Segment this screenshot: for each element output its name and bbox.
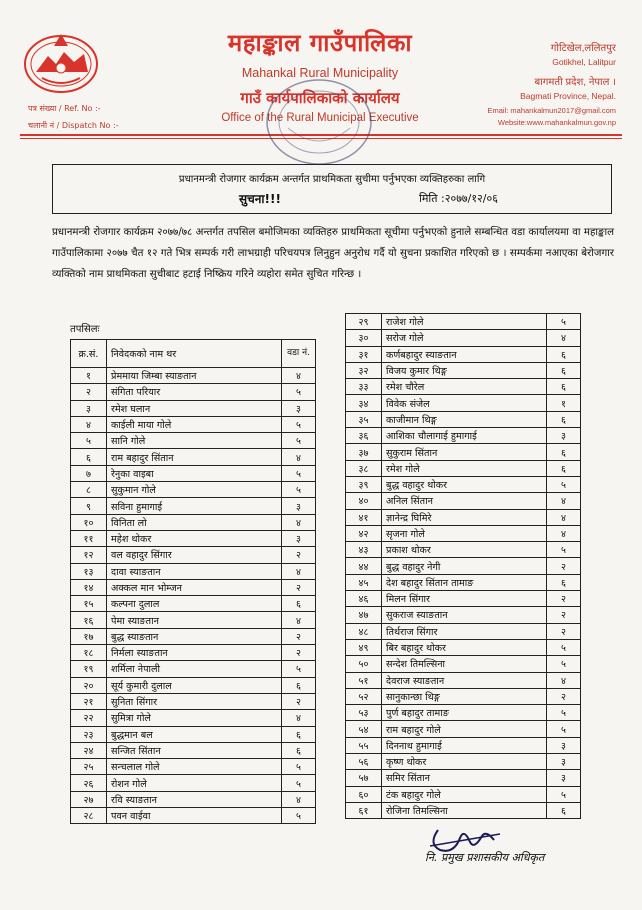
ward-cell: ४ (547, 509, 581, 525)
name-cell: रोशन गोले (107, 775, 282, 791)
table-row (71, 433, 316, 449)
name-cell: रमेश गोले (382, 460, 547, 476)
serial-cell: ३२ (346, 362, 382, 378)
table-row (346, 721, 581, 737)
serial-cell: ७ (71, 465, 107, 481)
table-row (346, 607, 581, 623)
table-row (71, 677, 316, 693)
name-cell: बुद्ध स्याङतान (107, 628, 282, 644)
serial-cell: २२ (71, 710, 107, 726)
name-cell: रेनुका वाइबा (107, 465, 282, 481)
serial-cell: ६१ (346, 802, 382, 818)
name-cell: सूर्य कुमारी दुलाल (107, 677, 282, 693)
name-cell: कृष्ण थोकर (382, 754, 547, 770)
table-row (71, 791, 316, 807)
table-row (346, 656, 581, 672)
name-cell: सन्देश तिमल्सिना (382, 656, 547, 672)
table-row (346, 476, 581, 492)
table-row (71, 775, 316, 791)
ward-cell: ४ (282, 791, 316, 807)
name-cell: बुद्ध वहादुर नेगी (382, 558, 547, 574)
serial-cell: ६० (346, 786, 382, 802)
serial-cell: २ (71, 384, 107, 400)
ward-cell: ५ (282, 465, 316, 481)
table-row (71, 710, 316, 726)
table-row (346, 314, 581, 330)
table-row (71, 612, 316, 628)
ward-cell: ४ (547, 525, 581, 541)
serial-cell: १६ (71, 612, 107, 628)
table-row (346, 444, 581, 460)
name-cell: राम बहादुर गोले (382, 721, 547, 737)
table-row (71, 514, 316, 530)
serial-cell: ३८ (346, 460, 382, 476)
applicant-table-left (70, 339, 316, 824)
serial-cell: १८ (71, 645, 107, 661)
website-text: Website:www.mahankalmun.gov.np (497, 118, 616, 127)
name-cell: विनिता लो (107, 514, 282, 530)
table-row (71, 482, 316, 498)
ward-cell: ६ (547, 379, 581, 395)
table-row (346, 460, 581, 476)
table-row (346, 754, 581, 770)
column-header-serial: क्र.सं. (71, 340, 107, 368)
name-cell: पवन वाईवा (107, 808, 282, 824)
name-cell: बिर बहादुर थोकर (382, 639, 547, 655)
serial-cell: ८ (71, 482, 107, 498)
serial-cell: ३ (71, 400, 107, 416)
table-row (346, 705, 581, 721)
serial-cell: २९ (346, 314, 382, 330)
name-cell: रवि स्याङतान (107, 791, 282, 807)
ward-cell: ४ (282, 563, 316, 579)
serial-cell: २८ (71, 808, 107, 824)
name-cell: सरोज गोले (382, 330, 547, 346)
serial-cell: २३ (71, 726, 107, 742)
serial-cell: १३ (71, 563, 107, 579)
ward-cell: ५ (547, 705, 581, 721)
serial-cell: १० (71, 514, 107, 530)
serial-cell: ९ (71, 498, 107, 514)
province-nepali: बागमती प्रदेश, नेपाल । (534, 77, 616, 88)
serial-cell: ४० (346, 493, 382, 509)
serial-cell: ५२ (346, 688, 382, 704)
ward-cell: ५ (547, 314, 581, 330)
name-cell: सानुकान्छा थिङ्ग (382, 688, 547, 704)
column-header-name: निवेदकको नाम थर (107, 340, 282, 368)
name-cell: बुद्ध वहादुर थोकर (382, 476, 547, 492)
name-cell: पेमा स्याङतान (107, 612, 282, 628)
serial-cell: ३७ (346, 444, 382, 460)
name-cell: रोजिना तिमल्सिना (382, 802, 547, 818)
table-row (71, 759, 316, 775)
table-row (346, 379, 581, 395)
table-row (346, 346, 581, 362)
serial-cell: ५३ (346, 705, 382, 721)
table-row (346, 623, 581, 639)
name-cell: सानि गोले (107, 433, 282, 449)
serial-cell: २६ (71, 775, 107, 791)
name-cell: दिननाथ हुमागाई (382, 737, 547, 753)
table-header-row (71, 340, 316, 368)
name-cell: मिलन सिंगार (382, 591, 547, 607)
table-row (71, 628, 316, 644)
serial-cell: ३५ (346, 411, 382, 427)
name-cell: देश बहादुर सिंतान तामाङ (382, 574, 547, 590)
name-cell: सन्चलाल गोले (107, 759, 282, 775)
ward-cell: ३ (547, 754, 581, 770)
serial-cell: २१ (71, 693, 107, 709)
address-english: Gotikhel, Lalitpur (552, 57, 616, 67)
serial-cell: ३० (346, 330, 382, 346)
serial-cell: २० (71, 677, 107, 693)
email-text: Email: mahankalmun2017@gmail.com (487, 106, 616, 115)
name-cell: टंक बहादुर गोले (382, 786, 547, 802)
table-row (71, 645, 316, 661)
municipality-emblem-icon (22, 28, 100, 96)
notice-header-box (52, 164, 612, 214)
notice-body: प्रधानमन्त्री रोजगार कार्यक्रम २०७७/७८ अन्तर्गत तपसिल बमोजिमका व्यक्तिहरु प्राथमिकता सूचीमा पर्नुभएको हुनाले सम्बन्धित वडा कार्यालयमा वा महाङ्काल गाउँपालिकामा २०७७ चैत १२ गते भित्र सम्पर्क गरी लाभग्राही परिचयपत्र लिनुहुन अनुरोध गर्दै यो सुचना प्रकाशित गरिएको छ । सम्पर्कमा नआएका बेरोजगार व्यक्तिको नाम प्राथमिकता सुचीबाट हटाई निष्क्रिय गरिने व्यहोरा समेत सुचित गरिन्छ । (52, 227, 614, 280)
name-cell: समिर सिंतान (382, 770, 547, 786)
name-cell: कर्णबहादुर स्याङतान (382, 346, 547, 362)
notice-heading: सुचना!!! (239, 192, 281, 206)
ward-cell: ५ (547, 639, 581, 655)
name-cell: संगिता परियार (107, 384, 282, 400)
ward-cell: ४ (547, 330, 581, 346)
ward-cell: ६ (547, 574, 581, 590)
table-row (346, 411, 581, 427)
table-row (71, 449, 316, 465)
serial-cell: ४८ (346, 623, 382, 639)
table-row (346, 558, 581, 574)
serial-cell: ४२ (346, 525, 382, 541)
name-cell: वल वहादुर सिंगार (107, 547, 282, 563)
name-cell: रमेश घलान (107, 400, 282, 416)
serial-cell: ५६ (346, 754, 382, 770)
name-cell: सविना हुमागाई (107, 498, 282, 514)
serial-cell: ४६ (346, 591, 382, 607)
ward-cell: ६ (547, 444, 581, 460)
serial-cell: ४७ (346, 607, 382, 623)
table-row (346, 330, 581, 346)
address-nepali: गोटिखेल,ललितपुर (550, 43, 616, 54)
municipality-title-nepali: महाङ्काल गाउँपालिका (227, 29, 413, 57)
notice-date: मिति :२०७७/१२/०६ (419, 192, 498, 205)
serial-cell: ५४ (346, 721, 382, 737)
name-cell: दावा स्याङतान (107, 563, 282, 579)
ward-cell: ५ (547, 542, 581, 558)
table-row (346, 770, 581, 786)
ward-cell: ३ (547, 770, 581, 786)
table-row (346, 737, 581, 753)
serial-cell: २४ (71, 742, 107, 758)
serial-cell: ४३ (346, 542, 382, 558)
dispatch-number-label: चलानी नं / Dispatch No :- (28, 121, 119, 130)
serial-cell: १ (71, 368, 107, 384)
name-cell: महेश थोकर (107, 530, 282, 546)
name-cell: प्रकाश थोकर (382, 542, 547, 558)
name-cell: राजेश गोले (382, 314, 547, 330)
table-row (71, 384, 316, 400)
ward-cell: २ (282, 547, 316, 563)
table-row (71, 465, 316, 481)
table-row (346, 542, 581, 558)
ward-cell: २ (282, 579, 316, 595)
name-cell: काजीमान थिङ्ग (382, 411, 547, 427)
serial-cell: १९ (71, 661, 107, 677)
table-row (346, 362, 581, 378)
table-row (71, 530, 316, 546)
ward-cell: २ (282, 645, 316, 661)
table-row (71, 693, 316, 709)
ward-cell: ६ (282, 726, 316, 742)
ward-cell: ५ (547, 786, 581, 802)
name-cell: सुकराज स्याङतान (382, 607, 547, 623)
serial-cell: ३४ (346, 395, 382, 411)
name-cell: देवराज स्याङतान (382, 672, 547, 688)
ward-cell: ६ (547, 802, 581, 818)
name-cell: आशिका चौलागाई हुमागाई (382, 428, 547, 444)
office-title-english: Office of the Rural Municipal Executive (221, 112, 419, 124)
name-cell: विजय कुमार थिङ्ग (382, 362, 547, 378)
table-row (71, 742, 316, 758)
ward-cell: २ (547, 623, 581, 639)
serial-cell: ११ (71, 530, 107, 546)
serial-cell: ५७ (346, 770, 382, 786)
table-row (71, 661, 316, 677)
serial-cell: ५० (346, 656, 382, 672)
serial-cell: ३९ (346, 476, 382, 492)
table-row (71, 416, 316, 432)
municipality-title-english: Mahankal Rural Municipality (241, 66, 399, 80)
serial-cell: १२ (71, 547, 107, 563)
ward-cell: ४ (282, 449, 316, 465)
table-row (346, 574, 581, 590)
ward-cell: ६ (547, 346, 581, 362)
table-row (71, 726, 316, 742)
serial-cell: ५ (71, 433, 107, 449)
serial-cell: ३१ (346, 346, 382, 362)
serial-cell: १४ (71, 579, 107, 595)
name-cell: कल्पना दुलाल (107, 596, 282, 612)
name-cell: अक्कल मान भोम्जन (107, 579, 282, 595)
serial-cell: ३६ (346, 428, 382, 444)
ward-cell: ५ (547, 721, 581, 737)
name-cell: विवेक संजेल (382, 395, 547, 411)
ward-cell: ३ (547, 737, 581, 753)
ward-cell: ५ (282, 416, 316, 432)
name-cell: सृजना गोले (382, 525, 547, 541)
table-row (346, 395, 581, 411)
serial-cell: २७ (71, 791, 107, 807)
ward-cell: ३ (282, 498, 316, 514)
serial-cell: ४ (71, 416, 107, 432)
column-header-ward: वडा नं. (282, 340, 316, 368)
table-row (346, 672, 581, 688)
serial-cell: ५१ (346, 672, 382, 688)
serial-cell: १७ (71, 628, 107, 644)
ward-cell: २ (547, 688, 581, 704)
serial-cell: ४१ (346, 509, 382, 525)
table-row (71, 808, 316, 824)
ward-cell: ५ (282, 482, 316, 498)
table-row (346, 428, 581, 444)
serial-cell: ४४ (346, 558, 382, 574)
name-cell: सुनिता सिंगार (107, 693, 282, 709)
table-row (346, 639, 581, 655)
table-row (71, 563, 316, 579)
serial-cell: ६ (71, 449, 107, 465)
name-cell: काईली माया गोले (107, 416, 282, 432)
serial-cell: ४५ (346, 574, 382, 590)
ward-cell: १ (547, 395, 581, 411)
ward-cell: ३ (282, 530, 316, 546)
name-cell: पुर्ण बहादुर तामाङ (382, 705, 547, 721)
ref-number-label: पत्र संख्या / Ref. No :- (28, 104, 101, 113)
name-cell: बुद्धमान बल (107, 726, 282, 742)
ward-cell: ४ (547, 493, 581, 509)
ward-cell: ४ (282, 710, 316, 726)
table-row (71, 400, 316, 416)
ward-cell: ३ (282, 400, 316, 416)
name-cell: तिर्थराज सिंगार (382, 623, 547, 639)
ward-cell: २ (282, 693, 316, 709)
notice-title: प्रधानमन्त्री रोजगार कार्यक्रम अन्तर्गत प्राथमिकता सुचीमा पर्नुभएका व्यक्तिहरुका लागि (178, 174, 486, 185)
table-row (346, 786, 581, 802)
name-cell: सुमित्रा गोले (107, 710, 282, 726)
office-stamp-icon (258, 72, 380, 172)
province-english: Bagmati Province, Nepal. (520, 91, 616, 101)
ward-cell: ४ (282, 612, 316, 628)
ward-cell: २ (547, 558, 581, 574)
ward-cell: ६ (282, 596, 316, 612)
name-cell: सन्जित सिंतान (107, 742, 282, 758)
ward-cell: ५ (547, 656, 581, 672)
name-cell: प्रेममाया जिम्बा स्याङतान (107, 368, 282, 384)
ward-cell: ५ (282, 775, 316, 791)
reference-block (28, 100, 119, 134)
name-cell: सुकुमान गोले (107, 482, 282, 498)
ward-cell: ५ (282, 808, 316, 824)
ward-cell: ६ (282, 742, 316, 758)
ward-cell: ६ (547, 362, 581, 378)
name-cell: ज्ञानेन्द्र घिमिरे (382, 509, 547, 525)
serial-cell: २५ (71, 759, 107, 775)
ward-cell: ४ (282, 368, 316, 384)
list-caption: तपसिलः (70, 324, 100, 335)
name-cell: रमेश चौरेल (382, 379, 547, 395)
signatory-caption: नि. प्रमुख प्रशासकीय अधिकृत (425, 851, 545, 864)
ward-cell: ६ (282, 677, 316, 693)
serial-cell: ३३ (346, 379, 382, 395)
table-row (346, 525, 581, 541)
ward-cell: ५ (282, 759, 316, 775)
ward-cell: २ (547, 607, 581, 623)
name-cell: सुकुराम सिंतान (382, 444, 547, 460)
table-row (346, 493, 581, 509)
ward-cell: ५ (282, 661, 316, 677)
name-cell: राम बहादुर सिंतान (107, 449, 282, 465)
ward-cell: ३ (547, 428, 581, 444)
ward-cell: ६ (547, 460, 581, 476)
name-cell: निर्मला स्याङतान (107, 645, 282, 661)
table-row (346, 802, 581, 818)
table-row (346, 591, 581, 607)
ward-cell: ५ (282, 384, 316, 400)
ward-cell: ४ (547, 672, 581, 688)
serial-cell: ५५ (346, 737, 382, 753)
ward-cell: ५ (282, 433, 316, 449)
table-row (71, 498, 316, 514)
serial-cell: १५ (71, 596, 107, 612)
table-row (71, 579, 316, 595)
table-row (71, 547, 316, 563)
name-cell: अनिल सिंतान (382, 493, 547, 509)
ward-cell: ६ (547, 411, 581, 427)
ward-cell: २ (547, 591, 581, 607)
office-title-nepali: गाउँ कार्यपालिकाको कार्यालय (240, 89, 400, 107)
table-row (346, 509, 581, 525)
table-row (346, 688, 581, 704)
name-cell: शर्मिला नेपाली (107, 661, 282, 677)
serial-cell: ४९ (346, 639, 382, 655)
applicant-table-right (345, 313, 581, 819)
ward-cell: ५ (547, 476, 581, 492)
table-row (71, 596, 316, 612)
ward-cell: ४ (282, 514, 316, 530)
ward-cell: २ (282, 628, 316, 644)
table-row (71, 368, 316, 384)
